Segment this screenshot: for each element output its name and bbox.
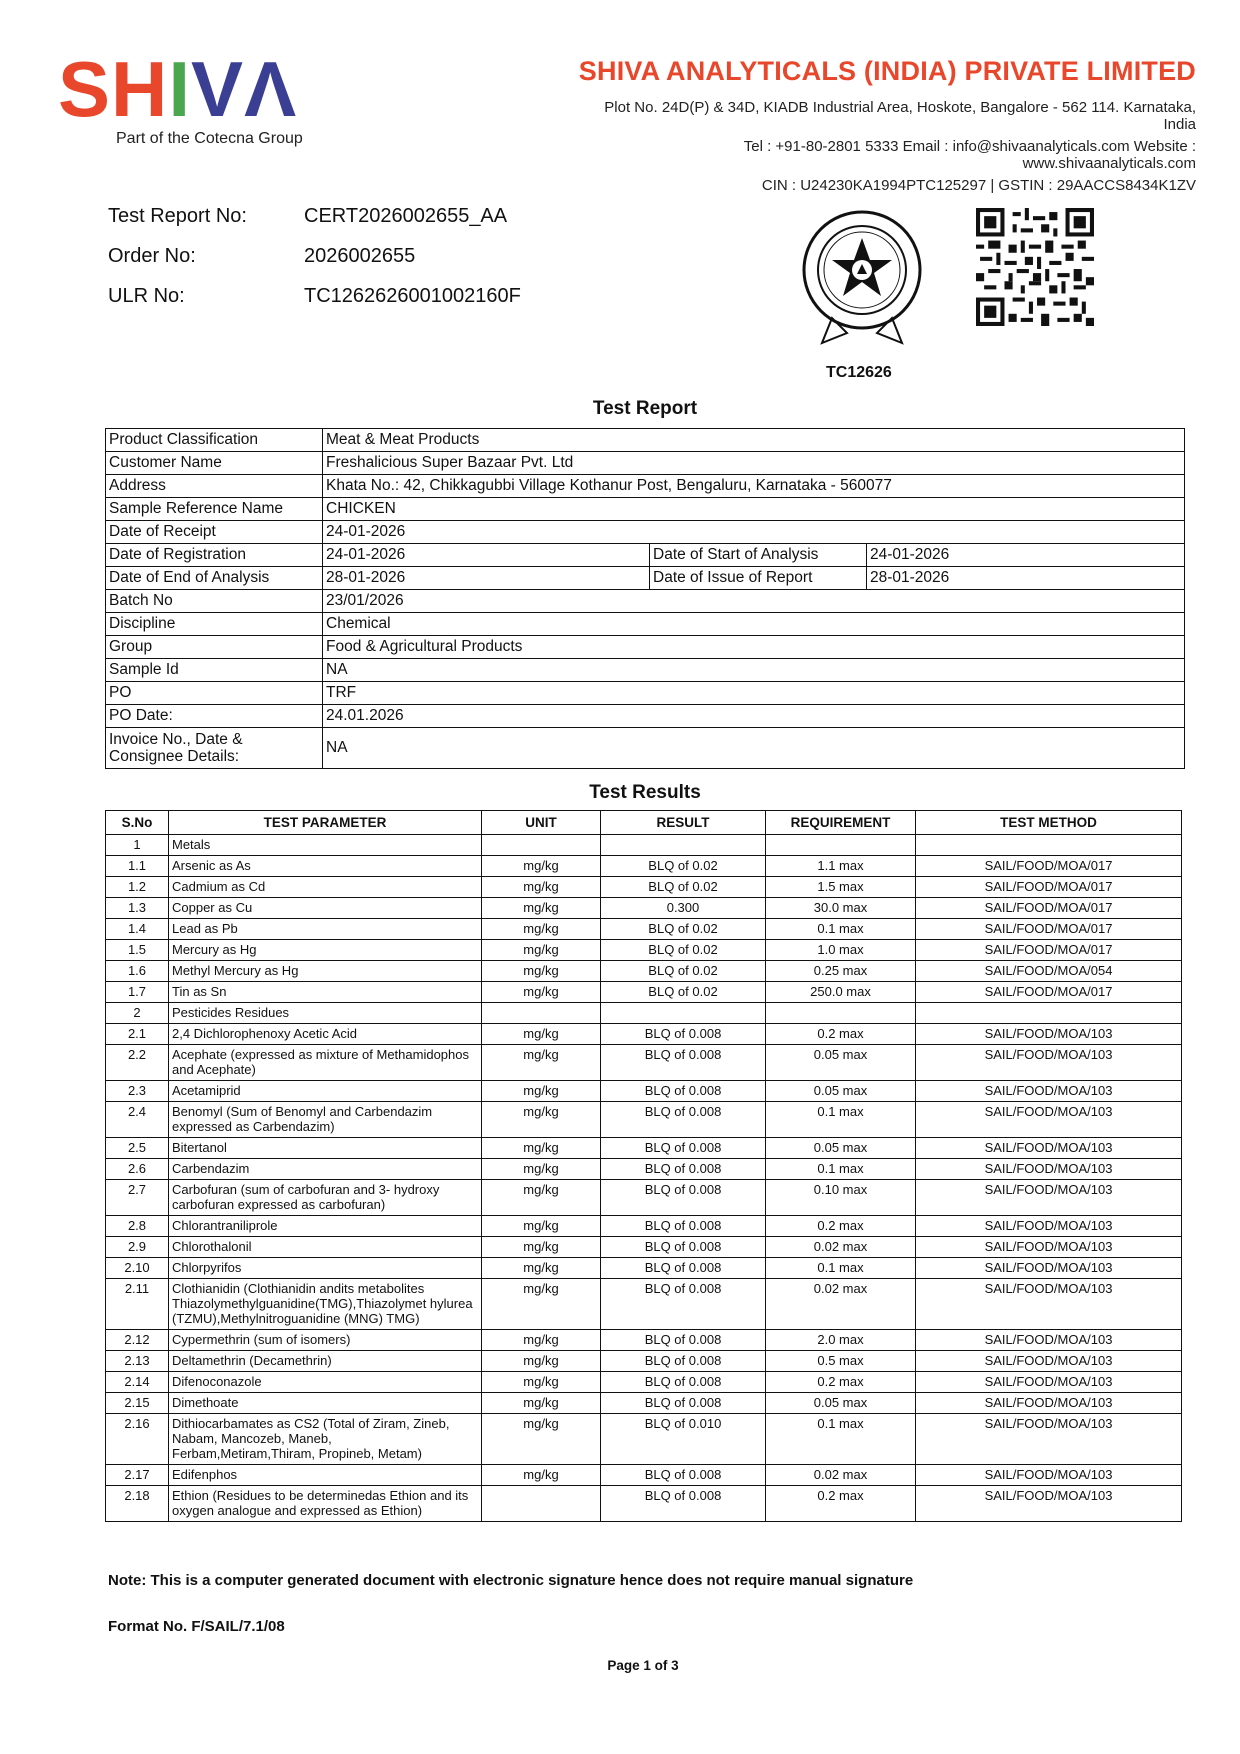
cell-method: SAIL/FOOD/MOA/103 <box>916 1465 1182 1486</box>
nabl-seal-icon <box>792 208 932 348</box>
cell-parameter: Cypermethrin (sum of isomers) <box>169 1330 482 1351</box>
cell-unit: mg/kg <box>482 898 601 919</box>
signature-note: Note: This is a computer generated document with electronic signature hence does not require manual signature <box>108 1572 914 1589</box>
cell-parameter: Mercury as Hg <box>169 940 482 961</box>
cell-parameter: Bitertanol <box>169 1138 482 1159</box>
table-row <box>106 1372 1182 1393</box>
cell-result: BLQ of 0.02 <box>601 856 766 877</box>
cell-requirement: 0.2 max <box>766 1024 916 1045</box>
cell-method: SAIL/FOOD/MOA/017 <box>916 982 1182 1003</box>
cell-parameter: Clothianidin (Clothianidin andits metabolites Thiazolymethylguanidine(TMG),Thiazolymet hylurea (TZMU),Methylnitroguanidine (MNG) TMG) <box>169 1279 482 1330</box>
column-header: REQUIREMENT <box>766 811 916 835</box>
cell-unit <box>482 1486 601 1522</box>
table-row <box>106 1045 1182 1081</box>
info-label: Sample Reference Name <box>106 498 323 521</box>
info-row <box>106 613 1185 636</box>
table-row <box>106 1216 1182 1237</box>
info-value: 24-01-2026 <box>867 544 1185 567</box>
cell-requirement <box>766 835 916 856</box>
cell-sno: 2.7 <box>106 1180 169 1216</box>
info-row <box>106 475 1185 498</box>
cell-parameter: Carbofuran (sum of carbofuran and 3- hydroxy carbofuran expressed as carbofuran) <box>169 1180 482 1216</box>
meta-row <box>108 245 624 285</box>
cell-method: SAIL/FOOD/MOA/103 <box>916 1237 1182 1258</box>
cell-result: BLQ of 0.008 <box>601 1486 766 1522</box>
table-row <box>106 1102 1182 1138</box>
cell-requirement: 0.02 max <box>766 1237 916 1258</box>
cell-unit: mg/kg <box>482 940 601 961</box>
cell-result: BLQ of 0.008 <box>601 1159 766 1180</box>
info-value: 28-01-2026 <box>323 567 650 590</box>
cell-requirement: 0.1 max <box>766 1102 916 1138</box>
cell-method: SAIL/FOOD/MOA/103 <box>916 1216 1182 1237</box>
cell-result: BLQ of 0.008 <box>601 1138 766 1159</box>
cell-parameter: Deltamethrin (Decamethrin) <box>169 1351 482 1372</box>
cell-parameter: Lead as Pb <box>169 919 482 940</box>
cell-result: BLQ of 0.008 <box>601 1045 766 1081</box>
meta-row <box>108 205 624 245</box>
info-value: CHICKEN <box>323 498 1185 521</box>
cell-unit: mg/kg <box>482 1138 601 1159</box>
cell-parameter: Chlorpyrifos <box>169 1258 482 1279</box>
table-row <box>106 961 1182 982</box>
cell-method: SAIL/FOOD/MOA/103 <box>916 1279 1182 1330</box>
company-address: Plot No. 24D(P) & 34D, KIADB Industrial Area, Hoskote, Bangalore - 562 114. Karnataka, India <box>604 99 1196 133</box>
table-row <box>106 877 1182 898</box>
cell-requirement <box>766 1003 916 1024</box>
cell-requirement: 0.1 max <box>766 1414 916 1465</box>
format-number: Format No. F/SAIL/7.1/08 <box>108 1618 285 1635</box>
cell-unit: mg/kg <box>482 1372 601 1393</box>
cell-requirement: 0.05 max <box>766 1138 916 1159</box>
cell-unit: mg/kg <box>482 1393 601 1414</box>
report-title: Test Report <box>592 398 698 419</box>
info-value: TRF <box>323 682 1185 705</box>
table-row <box>106 1024 1182 1045</box>
cell-sno: 2.13 <box>106 1351 169 1372</box>
cell-method <box>916 1003 1182 1024</box>
cell-requirement: 0.05 max <box>766 1081 916 1102</box>
meta-label: ULR No: <box>108 285 185 307</box>
info-value: 24-01-2026 <box>323 521 1185 544</box>
cell-method: SAIL/FOOD/MOA/103 <box>916 1351 1182 1372</box>
meta-value: TC1262626001002160F <box>304 285 521 307</box>
cell-unit: mg/kg <box>482 1081 601 1102</box>
meta-label: Test Report No: <box>108 205 247 227</box>
cell-parameter: Tin as Sn <box>169 982 482 1003</box>
cell-unit: mg/kg <box>482 1330 601 1351</box>
info-label: Customer Name <box>106 452 323 475</box>
cell-sno: 2.3 <box>106 1081 169 1102</box>
cell-unit: mg/kg <box>482 1237 601 1258</box>
info-label: Date of Start of Analysis <box>650 544 867 567</box>
info-value: 24.01.2026 <box>323 705 1185 728</box>
company-name: SHIVA ANALYTICALS (INDIA) PRIVATE LIMITED <box>578 56 1196 86</box>
info-label: PO Date: <box>106 705 323 728</box>
cell-sno: 2.10 <box>106 1258 169 1279</box>
table-row <box>106 1258 1182 1279</box>
cell-unit: mg/kg <box>482 961 601 982</box>
meta-row <box>108 285 624 325</box>
table-row <box>106 1486 1182 1522</box>
cell-sno: 2.12 <box>106 1330 169 1351</box>
cell-sno: 2.18 <box>106 1486 169 1522</box>
accreditation-code: TC12626 <box>826 364 892 381</box>
cell-sno: 1.6 <box>106 961 169 982</box>
cell-requirement: 0.1 max <box>766 919 916 940</box>
cell-unit: mg/kg <box>482 1351 601 1372</box>
cell-method: SAIL/FOOD/MOA/054 <box>916 961 1182 982</box>
cell-sno: 2.16 <box>106 1414 169 1465</box>
cell-unit: mg/kg <box>482 856 601 877</box>
cell-result: BLQ of 0.008 <box>601 1330 766 1351</box>
cell-requirement: 0.5 max <box>766 1351 916 1372</box>
cell-method: SAIL/FOOD/MOA/017 <box>916 898 1182 919</box>
info-row <box>106 659 1185 682</box>
cell-requirement: 250.0 max <box>766 982 916 1003</box>
cell-sno: 2.15 <box>106 1393 169 1414</box>
info-row <box>106 521 1185 544</box>
column-header: RESULT <box>601 811 766 835</box>
cell-sno: 2.11 <box>106 1279 169 1330</box>
table-row <box>106 1237 1182 1258</box>
cell-requirement: 1.5 max <box>766 877 916 898</box>
table-row <box>106 1393 1182 1414</box>
logo-wordmark: SHIVΛ <box>58 45 298 133</box>
cell-result: BLQ of 0.02 <box>601 940 766 961</box>
cell-parameter: Pesticides Residues <box>169 1003 482 1024</box>
qr-code-icon <box>976 208 1094 326</box>
cell-result: BLQ of 0.008 <box>601 1279 766 1330</box>
info-label: Date of Issue of Report <box>650 567 867 590</box>
cell-method: SAIL/FOOD/MOA/103 <box>916 1330 1182 1351</box>
cell-requirement: 0.2 max <box>766 1216 916 1237</box>
cell-result: BLQ of 0.008 <box>601 1258 766 1279</box>
results-header-row <box>106 811 1182 835</box>
shiva-logo <box>58 45 303 148</box>
cell-sno: 2.6 <box>106 1159 169 1180</box>
cell-parameter: 2,4 Dichlorophenoxy Acetic Acid <box>169 1024 482 1045</box>
cell-requirement: 0.02 max <box>766 1465 916 1486</box>
table-row <box>106 940 1182 961</box>
cell-sno: 1.1 <box>106 856 169 877</box>
cell-result: BLQ of 0.008 <box>601 1465 766 1486</box>
cell-result: BLQ of 0.008 <box>601 1081 766 1102</box>
cell-sno: 1.2 <box>106 877 169 898</box>
table-row <box>106 919 1182 940</box>
cell-result: BLQ of 0.02 <box>601 961 766 982</box>
cell-sno: 1.7 <box>106 982 169 1003</box>
cell-parameter: Edifenphos <box>169 1465 482 1486</box>
table-row <box>106 1081 1182 1102</box>
test-results-table <box>105 810 1182 1522</box>
cell-unit: mg/kg <box>482 1465 601 1486</box>
cell-method: SAIL/FOOD/MOA/103 <box>916 1258 1182 1279</box>
cell-unit: mg/kg <box>482 1045 601 1081</box>
cell-parameter: Copper as Cu <box>169 898 482 919</box>
info-label: Date of Receipt <box>106 521 323 544</box>
cell-result: BLQ of 0.02 <box>601 919 766 940</box>
cell-requirement: 0.02 max <box>766 1279 916 1330</box>
cell-parameter: Acetamiprid <box>169 1081 482 1102</box>
cell-method: SAIL/FOOD/MOA/103 <box>916 1414 1182 1465</box>
info-label: Invoice No., Date & Consignee Details: <box>106 728 323 769</box>
cell-sno: 2.4 <box>106 1102 169 1138</box>
info-label: Discipline <box>106 613 323 636</box>
cell-requirement: 0.10 max <box>766 1180 916 1216</box>
cell-unit <box>482 835 601 856</box>
cell-requirement: 0.05 max <box>766 1045 916 1081</box>
cell-result: BLQ of 0.008 <box>601 1351 766 1372</box>
info-label: Date of End of Analysis <box>106 567 323 590</box>
info-label: Address <box>106 475 323 498</box>
info-row <box>106 728 1185 769</box>
cell-parameter: Benomyl (Sum of Benomyl and Carbendazim expressed as Carbendazim) <box>169 1102 482 1138</box>
cell-method: SAIL/FOOD/MOA/017 <box>916 940 1182 961</box>
info-value: NA <box>323 659 1185 682</box>
table-row <box>106 982 1182 1003</box>
logo-subtitle: Part of the Cotecna Group <box>116 130 303 147</box>
cell-requirement: 0.2 max <box>766 1486 916 1522</box>
cell-parameter: Acephate (expressed as mixture of Methamidophos and Acephate) <box>169 1045 482 1081</box>
cell-unit: mg/kg <box>482 1414 601 1465</box>
cell-parameter: Chlorantraniliprole <box>169 1216 482 1237</box>
info-value: NA <box>323 728 1185 769</box>
report-meta <box>108 205 624 325</box>
cell-method: SAIL/FOOD/MOA/103 <box>916 1180 1182 1216</box>
table-row <box>106 856 1182 877</box>
cell-unit: mg/kg <box>482 1216 601 1237</box>
cell-method: SAIL/FOOD/MOA/103 <box>916 1138 1182 1159</box>
cell-parameter: Dimethoate <box>169 1393 482 1414</box>
cell-method: SAIL/FOOD/MOA/017 <box>916 877 1182 898</box>
column-header: S.No <box>106 811 169 835</box>
company-block <box>576 56 1196 194</box>
cell-parameter: Chlorothalonil <box>169 1237 482 1258</box>
table-row <box>106 1279 1182 1330</box>
table-row <box>106 1351 1182 1372</box>
info-row <box>106 705 1185 728</box>
table-row <box>106 835 1182 856</box>
cell-requirement: 30.0 max <box>766 898 916 919</box>
cell-unit: mg/kg <box>482 1159 601 1180</box>
cell-unit <box>482 1003 601 1024</box>
cell-unit: mg/kg <box>482 919 601 940</box>
cell-unit: mg/kg <box>482 1102 601 1138</box>
cell-result: BLQ of 0.010 <box>601 1414 766 1465</box>
cell-requirement: 0.05 max <box>766 1393 916 1414</box>
column-header: UNIT <box>482 811 601 835</box>
column-header: TEST METHOD <box>916 811 1182 835</box>
cell-result: BLQ of 0.008 <box>601 1372 766 1393</box>
table-row <box>106 1003 1182 1024</box>
info-label: Group <box>106 636 323 659</box>
results-body <box>106 835 1182 1522</box>
cell-sno: 2.8 <box>106 1216 169 1237</box>
table-row <box>106 1138 1182 1159</box>
cell-result <box>601 1003 766 1024</box>
info-value: Freshalicious Super Bazaar Pvt. Ltd <box>323 452 1185 475</box>
cell-parameter: Carbendazim <box>169 1159 482 1180</box>
meta-value: CERT2026002655_AA <box>304 205 508 227</box>
table-row <box>106 1159 1182 1180</box>
cell-parameter: Cadmium as Cd <box>169 877 482 898</box>
cell-parameter: Metals <box>169 835 482 856</box>
info-label: Product Classification <box>106 429 323 452</box>
cell-result: BLQ of 0.008 <box>601 1180 766 1216</box>
info-row <box>106 682 1185 705</box>
cell-parameter: Dithiocarbamates as CS2 (Total of Ziram, Zineb, Nabam, Mancozeb, Maneb, Ferbam,Metiram,Thiram, Propineb, Metam) <box>169 1414 482 1465</box>
info-label: Sample Id <box>106 659 323 682</box>
info-value: Chemical <box>323 613 1185 636</box>
cell-method: SAIL/FOOD/MOA/103 <box>916 1045 1182 1081</box>
cell-sno: 2 <box>106 1003 169 1024</box>
cell-unit: mg/kg <box>482 1279 601 1330</box>
table-row <box>106 898 1182 919</box>
cell-sno: 2.17 <box>106 1465 169 1486</box>
info-label: Batch No <box>106 590 323 613</box>
cell-parameter: Difenoconazole <box>169 1372 482 1393</box>
table-row <box>106 1465 1182 1486</box>
cell-result: BLQ of 0.008 <box>601 1393 766 1414</box>
results-title: Test Results <box>589 782 701 803</box>
info-row <box>106 452 1185 475</box>
info-value: 23/01/2026 <box>323 590 1185 613</box>
cell-result: BLQ of 0.008 <box>601 1024 766 1045</box>
cell-method: SAIL/FOOD/MOA/103 <box>916 1102 1182 1138</box>
cell-method: SAIL/FOOD/MOA/017 <box>916 856 1182 877</box>
column-header: TEST PARAMETER <box>169 811 482 835</box>
cell-requirement: 1.0 max <box>766 940 916 961</box>
info-row <box>106 636 1185 659</box>
cell-sno: 2.5 <box>106 1138 169 1159</box>
table-row <box>106 1414 1182 1465</box>
company-cin: CIN : U24230KA1994PTC125297 | GSTIN : 29AACCS8434K1ZV <box>761 177 1196 194</box>
cell-sno: 2.9 <box>106 1237 169 1258</box>
cell-sno: 1.4 <box>106 919 169 940</box>
cell-unit: mg/kg <box>482 877 601 898</box>
cell-parameter: Methyl Mercury as Hg <box>169 961 482 982</box>
info-row <box>106 590 1185 613</box>
info-row <box>106 544 1185 567</box>
cell-sno: 1.3 <box>106 898 169 919</box>
meta-value: 2026002655 <box>304 245 416 267</box>
cell-requirement: 1.1 max <box>766 856 916 877</box>
info-row <box>106 567 1185 590</box>
meta-label: Order No: <box>108 245 196 267</box>
cell-method: SAIL/FOOD/MOA/103 <box>916 1393 1182 1414</box>
info-value: Food & Agricultural Products <box>323 636 1185 659</box>
cell-unit: mg/kg <box>482 982 601 1003</box>
info-label: PO <box>106 682 323 705</box>
cell-parameter: Ethion (Residues to be determinedas Ethion and its oxygen analogue and expressed as Ethion) <box>169 1486 482 1522</box>
cell-unit: mg/kg <box>482 1258 601 1279</box>
cell-result: 0.300 <box>601 898 766 919</box>
cell-requirement: 0.1 max <box>766 1258 916 1279</box>
cell-method: SAIL/FOOD/MOA/103 <box>916 1024 1182 1045</box>
table-row <box>106 1330 1182 1351</box>
cell-unit: mg/kg <box>482 1024 601 1045</box>
cell-unit: mg/kg <box>482 1180 601 1216</box>
cell-sno: 1.5 <box>106 940 169 961</box>
info-value: 24-01-2026 <box>323 544 650 567</box>
cell-parameter: Arsenic as As <box>169 856 482 877</box>
company-contact: Tel : +91-80-2801 5333 Email : info@shivaanalyticals.com Website : www.shivaanalyticals.com <box>743 138 1196 172</box>
cell-requirement: 0.2 max <box>766 1372 916 1393</box>
cell-requirement: 0.25 max <box>766 961 916 982</box>
cell-method: SAIL/FOOD/MOA/103 <box>916 1486 1182 1522</box>
cell-result: BLQ of 0.008 <box>601 1102 766 1138</box>
info-value: 28-01-2026 <box>867 567 1185 590</box>
cell-method <box>916 835 1182 856</box>
sample-info-table <box>105 428 1185 769</box>
cell-sno: 1 <box>106 835 169 856</box>
cell-method: SAIL/FOOD/MOA/103 <box>916 1372 1182 1393</box>
info-row <box>106 429 1185 452</box>
cell-result: BLQ of 0.02 <box>601 982 766 1003</box>
info-label: Date of Registration <box>106 544 323 567</box>
cell-result: BLQ of 0.008 <box>601 1237 766 1258</box>
page-number: Page 1 of 3 <box>607 1658 679 1673</box>
cell-result: BLQ of 0.02 <box>601 877 766 898</box>
cell-method: SAIL/FOOD/MOA/103 <box>916 1159 1182 1180</box>
cell-requirement: 0.1 max <box>766 1159 916 1180</box>
cell-requirement: 2.0 max <box>766 1330 916 1351</box>
cell-result <box>601 835 766 856</box>
table-row <box>106 1180 1182 1216</box>
info-value: Khata No.: 42, Chikkagubbi Village Kothanur Post, Bengaluru, Karnataka - 560077 <box>323 475 1185 498</box>
cell-method: SAIL/FOOD/MOA/103 <box>916 1081 1182 1102</box>
info-value: Meat & Meat Products <box>323 429 1185 452</box>
info-row <box>106 498 1185 521</box>
cell-result: BLQ of 0.008 <box>601 1216 766 1237</box>
cell-method: SAIL/FOOD/MOA/017 <box>916 919 1182 940</box>
cell-sno: 2.1 <box>106 1024 169 1045</box>
cell-sno: 2.14 <box>106 1372 169 1393</box>
cell-sno: 2.2 <box>106 1045 169 1081</box>
